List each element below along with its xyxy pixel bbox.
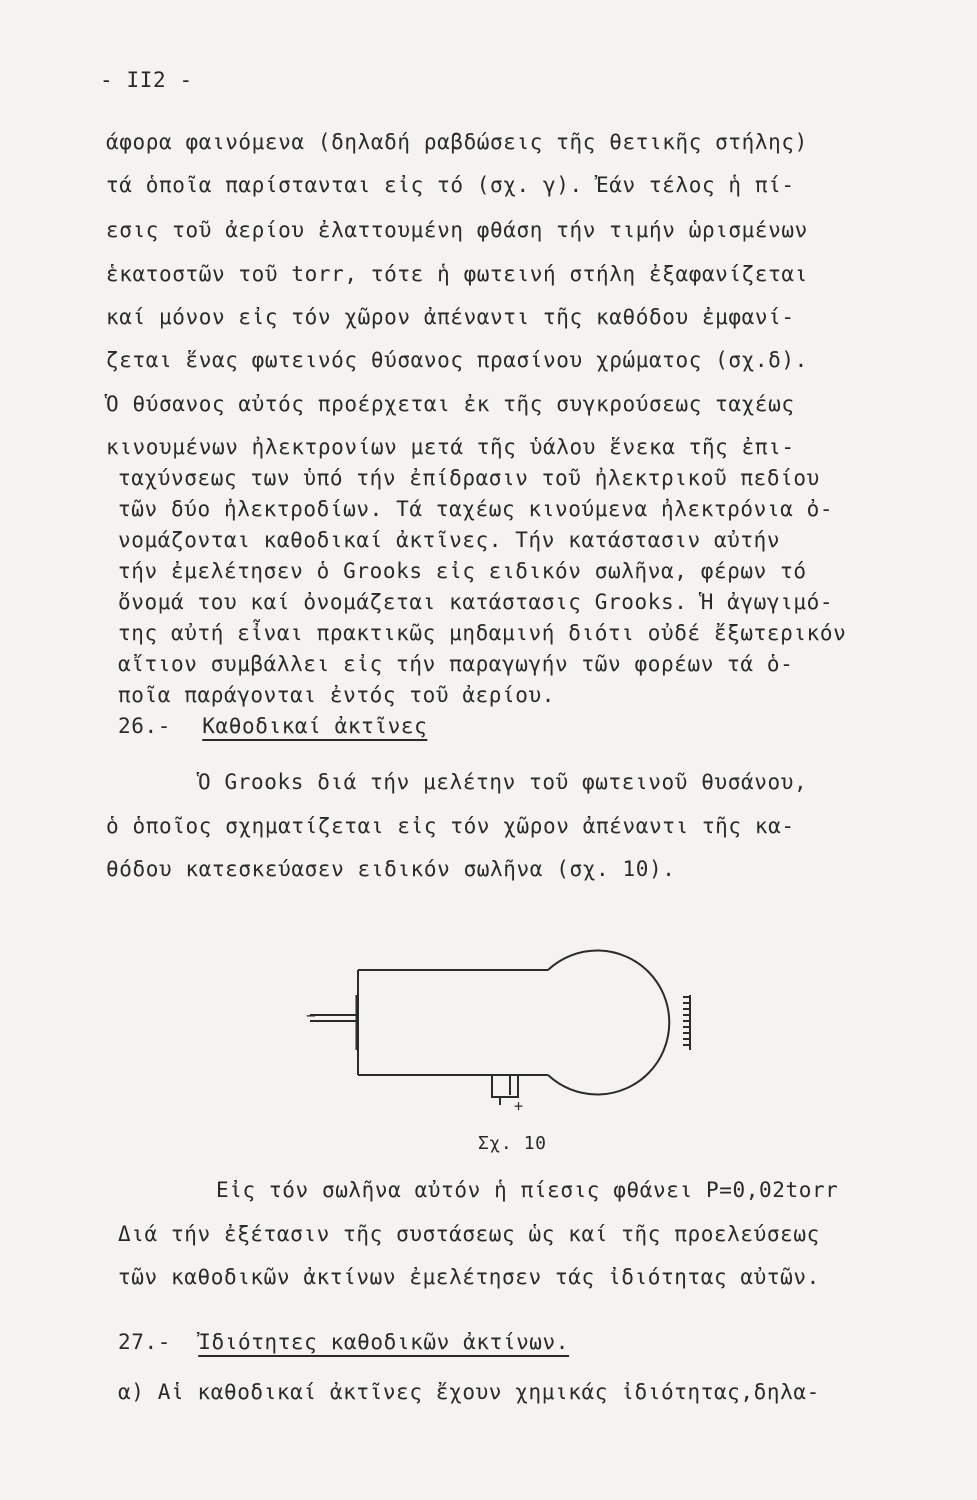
figure-caption: Σχ. 10 xyxy=(478,1133,547,1154)
minus-sign: − xyxy=(306,1006,316,1025)
paragraph-1-line: καί μόνον εἰς τόν χῶρον ἀπέναντι τῆς καθόδου ἐμφανί- xyxy=(106,305,795,329)
paragraph-1-line: κινουμένων ἠλεκτρονίων μετά τῆς ὑάλου ἕνεκα τῆς ἐπι- xyxy=(106,435,795,459)
anode-box xyxy=(492,1075,518,1097)
paragraph-1-line: ἑκατοστῶν τοῦ torr, τότε ἡ φωτεινή στήλη ἐξαφανίζεται xyxy=(106,262,808,286)
paragraph-1-line: ποῖα παράγονται ἐντός τοῦ ἀερίου. xyxy=(118,683,556,707)
plus-sign: + xyxy=(514,1097,524,1115)
paragraph-2-line: Ὁ Grooks διά τήν μελέτην τοῦ φωτεινοῦ θυσάνου, xyxy=(198,770,808,794)
paragraph-1-line: εσις τοῦ ἀερίου ἐλαττουμένη φθάση τήν τιμήν ὡρισμένων xyxy=(106,218,808,242)
paragraph-2-line: θόδου κατεσκεύασεν ειδικόν σωλῆνα (σχ. 10). xyxy=(106,857,676,881)
section-26-title: Καθοδικαί ἀκτῖνες xyxy=(202,714,428,738)
tube-bulb xyxy=(548,951,669,1095)
paragraph-1-line: ζεται ἕνας φωτεινός θύσανος πρασίνου χρώματος (σχ.δ). xyxy=(106,348,808,372)
paragraph-1-line: ταχύνσεως των ὑπό τήν ἐπίδρασιν τοῦ ἠλεκτρικοῦ πεδίου xyxy=(118,466,820,490)
paragraph-1-line: ὄνομά του καί ὀνομάζεται κατάστασις Grooks. Ἡ ἀγωγιμό- xyxy=(118,590,834,614)
paragraph-4-line: α) Αἱ καθοδικαί ἀκτῖνες ἔχουν χημικάς ἰδιότητας,δηλα- xyxy=(118,1380,820,1404)
paragraph-1-line: Ὁ θύσανος αὐτός προέρχεται ἐκ τῆς συγκρούσεως ταχέως xyxy=(106,392,795,416)
section-27-heading xyxy=(118,1330,569,1354)
page-number: - II2 - xyxy=(100,68,193,92)
section-26-number: 26.- xyxy=(118,714,171,738)
paragraph-3-line: Εἰς τόν σωλῆνα αὐτόν ἡ πίεσις φθάνει P=0,02torr xyxy=(216,1178,839,1202)
paragraph-1-line: τῶν δύο ἠλεκτροδίων. Τά ταχέως κινούμενα ἠλεκτρόνια ὀ- xyxy=(118,497,834,521)
section-27-title: Ἰδιότητες καθοδικῶν ἀκτίνων. xyxy=(198,1330,570,1354)
paragraph-1-line: τήν ἐμελέτησεν ὁ Grooks εἰς ειδικόν σωλῆνα, φέρων τό xyxy=(118,559,807,583)
paragraph-1-line: αἴτιον συμβάλλει εἰς τήν παραγωγήν τῶν φορέων τά ὁ- xyxy=(118,652,794,676)
paragraph-1-line: τά ὁποῖα παρίστανται εἰς τό (σχ. γ). Ἐάν τέλος ἡ πί- xyxy=(106,173,795,197)
crookes-tube-diagram xyxy=(300,925,720,1115)
paragraph-3-line: τῶν καθοδικῶν ἀκτίνων ἐμελέτησεν τάς ἰδιότητας αὐτῶν. xyxy=(118,1265,820,1289)
section-27-number: 27.- xyxy=(118,1330,171,1354)
paragraph-1-line: της αὐτή εἶναι πρακτικῶς μηδαμινή διότι οὐδέ ἔξωτερικόν xyxy=(118,621,847,645)
paragraph-2-line: ὁ ὁποῖος σχηματίζεται εἰς τόν χῶρον ἀπέναντι τῆς κα- xyxy=(106,814,795,838)
section-26-heading xyxy=(118,714,427,738)
tube-body xyxy=(358,970,548,1075)
paragraph-1-line: άφορα φαινόμενα (δηλαδή ραβδώσεις τῆς θετικῆς στήλης) xyxy=(106,130,808,154)
paragraph-3-line: Διά τήν ἐξέτασιν τῆς συστάσεως ὡς καί τῆς προελεύσεως xyxy=(118,1222,820,1246)
paragraph-1-line: νομάζονται καθοδικαί ἀκτῖνες. Τήν κατάστασιν αὐτήν xyxy=(118,528,781,552)
